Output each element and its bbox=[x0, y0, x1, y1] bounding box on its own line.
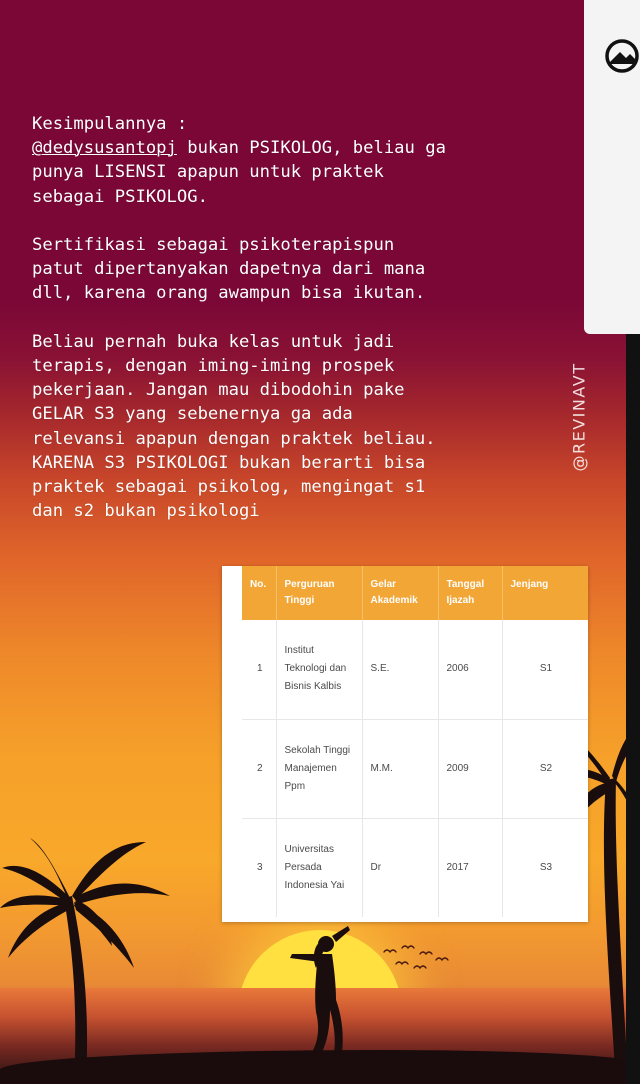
header-date: Tanggal Ijazah bbox=[438, 566, 502, 620]
caption-text: Sertifikasi sebagai psikoterapispun bbox=[32, 235, 395, 255]
caption-text: relevansi apapun dengan praktek beliau. bbox=[32, 428, 436, 449]
education-table-card bbox=[222, 566, 588, 922]
caption-text: patut dipertanyakan dapetnya dari mana bbox=[32, 259, 426, 280]
cell-no: 1 bbox=[242, 620, 276, 719]
caption-line bbox=[32, 160, 592, 184]
caption-line bbox=[32, 306, 592, 330]
caption-text: dll, karena orang awampun bisa ikutan. bbox=[32, 283, 426, 304]
caption-line-with-mention bbox=[32, 136, 592, 160]
caption-line bbox=[32, 451, 592, 475]
cell-level: S2 bbox=[502, 719, 588, 818]
caption-text: praktek sebagai psikolog, mengingat s1 bbox=[32, 477, 426, 498]
table-row bbox=[242, 620, 588, 719]
cell-university: Universitas Persada Indonesia Yai bbox=[276, 818, 362, 917]
caption-text: pekerjaan. Jangan mau dibodohin pake bbox=[32, 380, 405, 401]
caption-text: KARENA S3 PSIKOLOGI bukan berarti bisa bbox=[32, 452, 426, 473]
table-header-row bbox=[242, 566, 588, 620]
table-row bbox=[242, 719, 588, 818]
cell-degree: M.M. bbox=[362, 719, 438, 818]
caption-line bbox=[32, 378, 592, 402]
story-caption bbox=[32, 112, 592, 523]
caption-line bbox=[32, 427, 592, 451]
cell-degree: Dr bbox=[362, 818, 438, 917]
watermark-text: @REVINAVT bbox=[569, 362, 589, 472]
cell-no: 2 bbox=[242, 719, 276, 818]
mountain-in-circle-icon bbox=[604, 38, 640, 78]
header-no: No. bbox=[242, 566, 276, 620]
caption-line bbox=[32, 209, 592, 233]
cell-university: Sekolah Tinggi Manajemen Ppm bbox=[276, 719, 362, 818]
caption-line bbox=[32, 112, 592, 136]
caption-line bbox=[32, 281, 592, 305]
caption-line bbox=[32, 402, 592, 426]
cell-date: 2017 bbox=[438, 818, 502, 917]
cell-university: Institut Teknologi dan Bisnis Kalbis bbox=[276, 620, 362, 719]
caption-text: punya LISENSI apapun untuk praktek bbox=[32, 162, 384, 183]
cell-date: 2006 bbox=[438, 620, 502, 719]
palm-tree-left-icon bbox=[0, 838, 180, 1084]
caption-line bbox=[32, 185, 592, 209]
header-degree: Gelar Akademik bbox=[362, 566, 438, 620]
caption-line bbox=[32, 499, 592, 523]
header-university: Perguruan Tinggi bbox=[276, 566, 362, 620]
caption-text: bukan PSIKOLOG, beliau ga bbox=[176, 138, 446, 159]
cell-date: 2009 bbox=[438, 719, 502, 818]
cell-level: S1 bbox=[502, 620, 588, 719]
sticker-badge[interactable] bbox=[584, 0, 640, 334]
caption-line bbox=[32, 475, 592, 499]
woman-silhouette-icon bbox=[270, 924, 380, 1054]
header-level: Jenjang bbox=[502, 566, 588, 620]
caption-text: Kesimpulannya : bbox=[32, 114, 188, 134]
table-row bbox=[242, 818, 588, 917]
caption-text: terapis, dengan iming-iming prospek bbox=[32, 356, 395, 376]
caption-text: Beliau pernah buka kelas untuk jadi bbox=[32, 331, 395, 352]
education-table bbox=[242, 566, 588, 917]
caption-text: sebagai PSIKOLOG. bbox=[32, 186, 208, 207]
user-mention-link[interactable]: @dedysusantopj bbox=[32, 138, 177, 159]
caption-text: dan s2 bukan psikologi bbox=[32, 501, 260, 522]
watermark bbox=[563, 355, 595, 479]
cell-level: S3 bbox=[502, 818, 588, 917]
caption-line bbox=[32, 257, 592, 281]
caption-line bbox=[32, 233, 592, 257]
caption-line bbox=[32, 330, 592, 354]
cell-no: 3 bbox=[242, 818, 276, 917]
caption-line bbox=[32, 354, 592, 378]
birds-icon bbox=[380, 940, 460, 980]
cell-degree: S.E. bbox=[362, 620, 438, 719]
caption-text: GELAR S3 yang sebenernya ga ada bbox=[32, 404, 353, 425]
